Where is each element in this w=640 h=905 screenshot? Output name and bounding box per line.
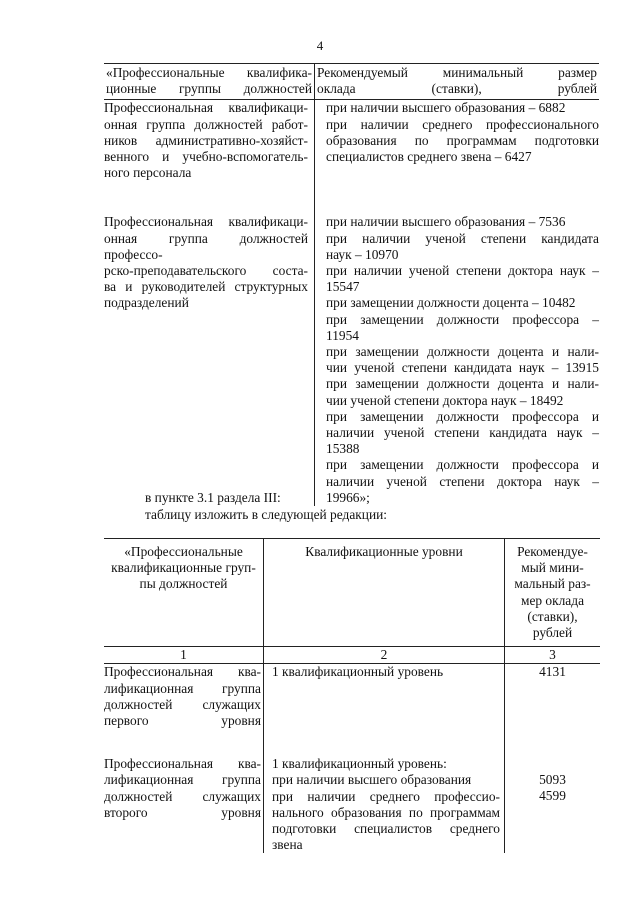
header-text: Рекомендуе- [517, 544, 588, 559]
cell-line: ного персонала [104, 165, 192, 181]
table2-header [104, 538, 600, 646]
cell-line: первого уровня [104, 713, 261, 729]
cell-line: при наличии высшего образования [272, 772, 472, 788]
cell-line: онная группа должностей работ- [104, 116, 308, 132]
table1-header-groups [104, 64, 315, 99]
group-cell [104, 664, 264, 756]
cell-line [505, 756, 600, 772]
cell-line: 1 квалификационный уровень: [272, 756, 447, 772]
cell-line: нального образования по программам [272, 804, 500, 820]
header-text: рублей [532, 625, 573, 641]
cell-line: при замещении должности профессора – [326, 311, 599, 327]
table2-row-second-level [104, 756, 600, 853]
table2-column-numbers [104, 646, 600, 664]
cell-line: при замещении должности профессора и [326, 457, 599, 473]
table1-header-amount [315, 64, 599, 99]
cell-line: Профессиональная ква- [104, 756, 261, 772]
cell-line: 5093 [539, 772, 566, 788]
cell-line: лификационная группа [104, 772, 261, 788]
cell-line: 1 квалификационный уровень [272, 664, 444, 680]
cell-line: наук – 10970 [326, 246, 399, 262]
cell-line: наличии ученой степени доктора наук – [326, 473, 599, 489]
cell-line: Профессиональная квалификаци- [104, 214, 308, 230]
cell-line: Профессиональная квалификаци- [104, 100, 308, 116]
header-text: ционные группы должностей [106, 81, 312, 97]
salary-table-1 [104, 63, 599, 506]
page-number: 4 [316, 38, 324, 53]
header-text: «Профессиональные квалифика- [106, 65, 312, 80]
cell-line: при наличии среднего профессио- [272, 788, 500, 804]
header-text: оклада (ставки), рублей [317, 81, 597, 97]
group-cell [104, 100, 315, 214]
header-text: пы должностей [139, 576, 228, 592]
cell-line: 15547 [326, 279, 360, 295]
amount-cell [505, 664, 600, 756]
amount-cell [315, 214, 599, 506]
cell-line: 15388 [326, 441, 360, 457]
cell-line: при замещении должности доцента и нали- [326, 344, 599, 360]
table1-header [104, 63, 599, 100]
table2-header-groups [104, 539, 264, 646]
group-cell [104, 214, 315, 506]
cell-line: 11954 [326, 327, 359, 343]
levels-cell [264, 664, 505, 756]
cell-line: при замещении должности доцента и нали- [326, 376, 599, 392]
table1-row-teaching [104, 214, 599, 506]
cell-line: чии ученой степени доктора наук – 18492 [326, 392, 564, 408]
table2-header-amount [505, 539, 600, 646]
group-cell [104, 756, 264, 853]
cell-line: при наличии ученой степени кандидата [326, 230, 599, 246]
cell-line: ва и руководителей структурных [104, 279, 308, 295]
cell-line: звена [272, 837, 303, 853]
amount-cell [315, 100, 599, 214]
cell-line: должностей служащих [104, 788, 261, 804]
cell-line: 19966»; [326, 489, 370, 505]
cell-line: должностей служащих [104, 696, 261, 712]
header-text: мый мини- [521, 560, 584, 576]
intro-line-1: в пункте 3.1 раздела III: [145, 490, 281, 505]
cell-line: подготовки специалистов среднего [272, 821, 500, 837]
table2-row-first-level [104, 664, 600, 756]
cell-line: 4131 [539, 664, 566, 680]
header-text: мальный раз- [514, 576, 591, 592]
cell-line: подразделений [104, 295, 189, 311]
cell-line: онная группа должностей профессо- [104, 230, 308, 262]
column-number: 3 [549, 647, 556, 663]
header-text: квалификационные груп- [111, 560, 256, 576]
cell-line: при наличии ученой степени доктора наук – [326, 263, 599, 279]
cell-line: при наличии высшего образования – 7536 [326, 214, 566, 230]
cell-line: рско-преподавательского соста- [104, 263, 308, 279]
cell-line: второго уровня [104, 804, 261, 820]
cell-line: ников административно-хозяйст- [104, 132, 308, 148]
cell-line: 4599 [539, 788, 566, 804]
header-text: «Профессиональные [124, 544, 243, 559]
cell-line: образования по программам подготовки [326, 132, 599, 148]
header-text: Квалификационные уровни [305, 544, 463, 559]
cell-line: при замещении должности доцента – 10482 [326, 295, 576, 311]
cell-line: при наличии среднего профессионального [326, 116, 599, 132]
cell-line: венного и учебно-вспомогатель- [104, 149, 308, 165]
cell-line: специалистов среднего звена – 6427 [326, 149, 532, 165]
levels-cell [264, 756, 505, 853]
header-text: мер оклада [520, 592, 585, 608]
cell-line: лификационная группа [104, 680, 261, 696]
cell-line: наличии ученой степени кандидата наук – [326, 425, 599, 441]
header-text: Рекомендуемый минимальный размер [317, 65, 597, 80]
cell-line: при замещении должности профессора и [326, 408, 599, 424]
cell-line: чии ученой степени кандидата наук – 13915 [326, 360, 599, 376]
amount-cell [505, 756, 600, 853]
header-text: (ставки), [527, 608, 578, 624]
cell-line: Профессиональная ква- [104, 664, 261, 680]
intro-line-2: таблицу изложить в следующей редакции: [145, 507, 388, 522]
cell-line: при наличии высшего образования – 6882 [326, 100, 566, 116]
table1-row-admin [104, 100, 599, 214]
salary-table-2 [104, 538, 600, 853]
column-number: 2 [264, 647, 505, 663]
column-number: 1 [104, 647, 264, 663]
table2-header-levels [264, 539, 505, 646]
